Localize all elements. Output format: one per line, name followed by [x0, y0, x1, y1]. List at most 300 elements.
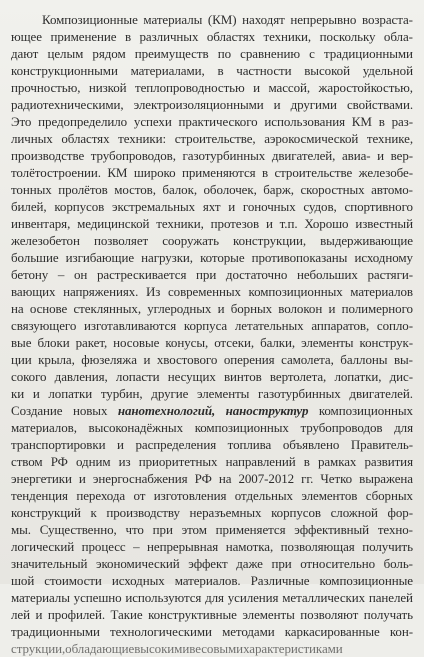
- text-word: (КМ): [207, 12, 237, 27]
- text-word: тенденция: [11, 488, 68, 503]
- text-word: исходных: [111, 573, 165, 588]
- text-word: этом: [181, 522, 207, 537]
- text-word: Из: [145, 284, 161, 299]
- text-word: строительстве: [274, 165, 353, 180]
- text-word: непрерывная: [147, 539, 219, 554]
- text-word: изгибающие: [65, 250, 135, 265]
- text-word: и: [228, 199, 236, 214]
- text-word: –: [57, 267, 65, 282]
- text-word: бетону: [11, 267, 49, 282]
- text-word: позволяет: [93, 233, 149, 248]
- text-word: носовые: [113, 335, 160, 350]
- text-word: областях: [206, 29, 256, 44]
- text-line: [11, 96, 413, 113]
- text-word: одним: [76, 454, 111, 469]
- text-word: которые: [200, 250, 245, 265]
- text-word: энергоснабжения: [92, 471, 188, 486]
- text-word: другими: [290, 97, 337, 112]
- text-line: [11, 232, 413, 249]
- text-word: технике,: [366, 131, 413, 146]
- text-word: и: [253, 80, 260, 95]
- text-word: приоритетных: [138, 454, 218, 469]
- document-text: [11, 11, 413, 656]
- text-line: [11, 215, 413, 232]
- text-word: на: [218, 471, 232, 486]
- text-word: областях: [61, 131, 110, 146]
- text-word: напряжениях.: [63, 284, 139, 299]
- text-word: противопоказаны: [251, 250, 348, 265]
- text-word: летательных: [234, 318, 304, 333]
- text-word: рамках: [317, 454, 357, 469]
- text-word: современных: [167, 284, 241, 299]
- text-line: [11, 521, 413, 538]
- text-word: аппаратов,: [311, 318, 370, 333]
- text-word: материалов,: [11, 420, 77, 435]
- text-word: широко: [133, 165, 176, 180]
- text-line: [11, 640, 413, 656]
- text-line: [11, 334, 413, 351]
- text-line: [11, 45, 413, 62]
- text-word: изготавливаются: [84, 318, 177, 333]
- text-word: позволяющая: [280, 539, 355, 554]
- text-word: вы-: [393, 352, 413, 367]
- text-word: винтов: [223, 369, 262, 384]
- text-word: –: [133, 539, 140, 554]
- text-line: [11, 589, 413, 606]
- text-word: вые: [11, 335, 32, 350]
- text-line: [11, 436, 413, 453]
- text-word: с: [309, 46, 315, 61]
- text-line: [11, 402, 413, 419]
- text-word: высокими: [134, 641, 190, 656]
- text-word: ракет,: [75, 335, 108, 350]
- text-word: конструкций: [11, 505, 81, 520]
- text-line: [11, 470, 413, 487]
- text-word: профилей.: [47, 607, 105, 622]
- text-line: [11, 606, 413, 623]
- text-word: элементы: [242, 607, 295, 622]
- text-word: и: [217, 301, 225, 316]
- text-word: производству: [106, 505, 180, 520]
- text-word: РФ: [194, 471, 212, 486]
- text-word: выражена: [359, 471, 413, 486]
- text-line: [11, 181, 413, 198]
- text-word: материалов.: [174, 573, 241, 588]
- text-line: [11, 351, 413, 368]
- text-word: борных: [230, 301, 273, 316]
- text-line: [11, 487, 413, 504]
- text-word: Хорошо: [304, 216, 349, 231]
- text-word: несущих: [167, 369, 216, 384]
- text-word: КМ: [351, 114, 372, 129]
- text-word: сооружать: [162, 233, 219, 248]
- text-word: Четко: [320, 471, 353, 486]
- text-word: высокой: [304, 63, 350, 78]
- text-word: балки,: [260, 335, 296, 350]
- text-word: оболочек,: [203, 182, 257, 197]
- text-word: радиотехническими,: [11, 97, 124, 112]
- text-word: корпуса: [183, 318, 228, 333]
- text-word: традиционными: [11, 624, 100, 639]
- text-word: материалов: [350, 284, 413, 299]
- text-word: жаростойкостью,: [318, 80, 413, 95]
- text-word: и: [78, 471, 86, 486]
- text-word: трубопроводов,: [90, 148, 176, 163]
- text-word: волокон: [278, 301, 323, 316]
- text-word: самолета,: [281, 352, 334, 367]
- text-word: даже: [236, 556, 263, 571]
- text-word: панелей: [368, 590, 413, 605]
- text-line: [11, 164, 413, 181]
- text-word: процесс: [81, 539, 126, 554]
- text-word: медицинской: [77, 216, 150, 231]
- text-word: получить: [362, 539, 413, 554]
- text-word: используются: [125, 590, 202, 605]
- text-word: яхт: [202, 199, 221, 214]
- text-line: [11, 113, 413, 130]
- text-word: корпусов: [271, 505, 321, 520]
- text-word: двигателей.: [349, 386, 413, 401]
- text-word: двигателей,: [271, 148, 336, 163]
- text-word: усиления: [227, 590, 279, 605]
- text-word: хвостового: [156, 352, 218, 367]
- text-word: что: [125, 522, 144, 537]
- text-word: для: [394, 420, 413, 435]
- text-word: фор-: [387, 505, 413, 520]
- text-word: технологическими: [110, 624, 212, 639]
- emphasized-term: наноструктур: [225, 403, 309, 418]
- text-word: элементы: [301, 335, 354, 350]
- text-word: личных: [11, 131, 53, 146]
- text-word: распределения: [135, 437, 217, 452]
- text-word: при: [152, 522, 173, 537]
- text-word: экстремальных: [112, 199, 196, 214]
- text-line: [11, 623, 413, 640]
- text-word: 2007-2012: [238, 471, 295, 486]
- text-word: применение: [50, 29, 117, 44]
- text-word: логический: [11, 539, 75, 554]
- text-line: [11, 130, 413, 147]
- text-word: отсеки,: [214, 335, 255, 350]
- text-word: вертолета,: [269, 369, 327, 384]
- text-word: металлических: [282, 590, 366, 605]
- text-word: намотка,: [225, 539, 274, 554]
- text-word: газотурбинных: [182, 148, 266, 163]
- text-word: другие: [151, 386, 189, 401]
- text-word: авиа-: [341, 148, 371, 163]
- text-word: газотурбинных: [258, 386, 341, 401]
- text-word: развития: [364, 454, 413, 469]
- text-word: материалы: [143, 12, 203, 27]
- text-word: известный: [355, 216, 413, 231]
- text-word: лопасти: [115, 369, 160, 384]
- text-line: [11, 79, 413, 96]
- text-word: свойствами.: [346, 97, 413, 112]
- text-word: методами: [222, 624, 275, 639]
- text-word: барж,: [263, 182, 294, 197]
- text-word: лопатки,: [334, 369, 382, 384]
- text-word: мы.: [11, 522, 31, 537]
- text-word: т.п.: [279, 216, 298, 231]
- text-word: гг.: [301, 471, 314, 486]
- text-word: сокого: [11, 369, 47, 384]
- text-word: сборных: [365, 488, 413, 503]
- text-word: при: [196, 267, 217, 282]
- text-word: толётостроении.: [11, 165, 101, 180]
- text-word: Правитель-: [350, 437, 413, 452]
- text-word: обла-: [383, 29, 413, 44]
- text-line: [11, 504, 413, 521]
- text-word: нагрузки,: [141, 250, 193, 265]
- text-word: и: [143, 352, 151, 367]
- text-word: Такие: [110, 607, 143, 622]
- text-word: выдерживающие: [320, 233, 413, 248]
- text-word: новых: [72, 403, 108, 418]
- text-word: возраста-: [361, 12, 413, 27]
- text-word: и: [32, 386, 40, 401]
- text-word: балок,: [162, 182, 197, 197]
- text-word: спортивного: [344, 199, 413, 214]
- text-word: для: [205, 590, 224, 605]
- text-word: шой: [11, 573, 35, 588]
- text-word: топлива: [227, 437, 272, 452]
- text-word: прочностью,: [11, 80, 81, 95]
- text-word: пролётов: [58, 182, 108, 197]
- text-word: аэрокосмической: [264, 131, 359, 146]
- text-word: ством: [11, 454, 43, 469]
- text-word: Различные: [250, 573, 310, 588]
- text-line: [11, 385, 413, 402]
- text-word: весовыми: [189, 641, 244, 656]
- text-word: судов,: [303, 199, 337, 214]
- text-word: давления,: [54, 369, 108, 384]
- text-word: композиционных: [194, 420, 289, 435]
- text-word: традиционными: [324, 46, 413, 61]
- text-word: техники,: [156, 216, 204, 231]
- text-word: гоночных: [242, 199, 296, 214]
- text-word: блоки: [37, 335, 70, 350]
- text-line: [11, 147, 413, 164]
- text-word: использования: [264, 114, 345, 129]
- text-word: вающих: [11, 284, 56, 299]
- text-word: конструкции,: [233, 233, 307, 248]
- text-word: массой,: [268, 80, 311, 95]
- text-word: и: [273, 97, 281, 112]
- text-word: конструктивные: [148, 607, 237, 622]
- text-word: техно-: [377, 522, 413, 537]
- text-line: [11, 300, 413, 317]
- text-word: рядом: [92, 46, 126, 61]
- text-word: ции: [11, 352, 32, 367]
- text-word: вер-: [390, 148, 413, 163]
- text-line: [11, 572, 413, 589]
- text-word: при: [271, 556, 292, 571]
- text-word: направлений: [225, 454, 296, 469]
- text-word: успехи: [133, 114, 172, 129]
- text-word: большие: [11, 250, 59, 265]
- text-word: небольших: [296, 267, 358, 282]
- text-word: в: [124, 29, 132, 44]
- text-word: эффективный: [294, 522, 370, 537]
- text-word: объявлено: [282, 437, 340, 452]
- text-line: [11, 419, 413, 436]
- emphasized-term: нанотехнологий,: [117, 403, 216, 418]
- text-line: [11, 453, 413, 470]
- text-word: и: [35, 607, 43, 622]
- text-word: композиционных: [318, 403, 413, 418]
- text-word: полимерного: [341, 301, 413, 316]
- text-word: материалами,: [130, 63, 205, 78]
- text-line: [11, 538, 413, 555]
- text-word: к: [90, 505, 97, 520]
- text-word: струкции,: [11, 641, 66, 656]
- text-line: [11, 62, 413, 79]
- text-word: экономический: [95, 556, 180, 571]
- text-word: производстве: [11, 148, 85, 163]
- text-word: КМ: [107, 165, 128, 180]
- text-word: сложной: [330, 505, 378, 520]
- text-word: и: [328, 301, 336, 316]
- text-word: композиционных: [248, 284, 343, 299]
- text-word: применяются: [181, 165, 256, 180]
- text-word: удельной: [362, 63, 413, 78]
- text-word: связующего: [11, 318, 77, 333]
- text-line: [11, 317, 413, 334]
- text-word: крыла,: [38, 352, 75, 367]
- text-word: углеродных: [147, 301, 212, 316]
- text-word: элементов: [301, 488, 358, 503]
- text-word: боль-: [383, 556, 413, 571]
- text-word: достаточно: [225, 267, 288, 282]
- text-word: эффект: [188, 556, 228, 571]
- text-word: различных: [139, 29, 199, 44]
- text-word: транспортировки: [11, 437, 106, 452]
- text-word: исходному: [354, 250, 413, 265]
- text-word: преимуществ: [134, 46, 209, 61]
- text-word: раз-: [391, 114, 413, 129]
- text-word: дис-: [389, 369, 413, 384]
- text-word: конструкционными: [11, 63, 118, 78]
- text-word: в: [303, 454, 310, 469]
- text-word: ющее: [11, 29, 42, 44]
- text-word: инвентаря,: [11, 216, 71, 231]
- text-word: относительно: [300, 556, 376, 571]
- text-word: и: [265, 216, 273, 231]
- text-line: [11, 249, 413, 266]
- text-word: от: [133, 488, 146, 503]
- text-word: железобе-: [358, 165, 413, 180]
- text-word: непрерывно: [290, 12, 357, 27]
- text-word: элементы: [197, 386, 250, 401]
- text-word: скоростных: [300, 182, 365, 197]
- text-word: и: [117, 437, 124, 452]
- text-word: конусы,: [165, 335, 209, 350]
- text-word: поскольку: [319, 29, 376, 44]
- text-word: обладающие: [65, 641, 135, 656]
- text-word: автомо-: [371, 182, 413, 197]
- text-line: [11, 283, 413, 300]
- text-line: [11, 11, 413, 28]
- text-word: трубопроводов: [300, 420, 383, 435]
- text-word: мостов,: [114, 182, 156, 197]
- text-word: получать: [363, 607, 413, 622]
- text-word: стеклянных,: [73, 301, 142, 316]
- text-word: растрескивается: [96, 267, 187, 282]
- text-word: успешно: [73, 590, 122, 605]
- text-word: отдельных: [234, 488, 293, 503]
- text-word: корпусов: [54, 199, 105, 214]
- text-word: основе: [29, 301, 68, 316]
- text-word: электроизоляционными: [133, 97, 264, 112]
- text-word: и: [377, 148, 385, 163]
- text-word: сопло-: [376, 318, 413, 333]
- text-word: растяги-: [367, 267, 413, 282]
- text-word: материалы: [11, 590, 70, 605]
- text-word: перехода: [76, 488, 126, 503]
- text-word: железобетон: [11, 233, 80, 248]
- text-word: Создание: [11, 403, 63, 418]
- text-word: дают: [11, 46, 39, 61]
- text-word: высоконадёжных: [88, 420, 184, 435]
- text-word: строительстве,: [174, 131, 256, 146]
- text-word: теплопроводностью: [135, 80, 245, 95]
- text-word: изготовления: [153, 488, 227, 503]
- text-word: техники,: [263, 29, 312, 44]
- text-word: Это: [11, 114, 32, 129]
- text-word: композиционные: [319, 573, 413, 588]
- text-word: предопределило: [38, 114, 128, 129]
- text-word: техники:: [118, 131, 167, 146]
- text-word: турбин,: [100, 386, 143, 401]
- text-word: стоимости: [44, 573, 102, 588]
- text-word: характеристиками: [243, 641, 343, 656]
- text-line: [11, 198, 413, 215]
- text-word: протезов: [210, 216, 260, 231]
- text-word: на: [11, 301, 24, 316]
- text-word: энергетики: [11, 471, 72, 486]
- text-word: конструк-: [359, 335, 413, 350]
- text-word: фюзеляжа: [81, 352, 137, 367]
- text-word: частности: [236, 63, 292, 78]
- text-word: лопатки: [48, 386, 93, 401]
- text-word: Существенно,: [39, 522, 117, 537]
- text-word: в: [261, 165, 269, 180]
- text-line: [11, 555, 413, 572]
- text-word: кон-: [389, 624, 413, 639]
- text-word: билей,: [11, 199, 47, 214]
- text-line: [11, 368, 413, 385]
- text-word: лей: [11, 607, 30, 622]
- text-word: в: [217, 63, 224, 78]
- text-word: он: [73, 267, 88, 282]
- text-word: по: [217, 46, 231, 61]
- text-word: значительный: [11, 556, 88, 571]
- text-word: в: [378, 114, 385, 129]
- text-word: целым: [47, 46, 84, 61]
- text-word: применяется: [215, 522, 286, 537]
- text-word: находят: [242, 12, 285, 27]
- text-word: каркасированные: [284, 624, 380, 639]
- text-word: баллоны: [340, 352, 388, 367]
- text-word: РФ: [50, 454, 68, 469]
- text-line: [11, 266, 413, 283]
- text-word: сравнению: [240, 46, 300, 61]
- text-word: тонных: [11, 182, 52, 197]
- text-word: неразъемных: [189, 505, 262, 520]
- text-word: из: [118, 454, 131, 469]
- text-line: [11, 28, 413, 45]
- text-word: оперения: [223, 352, 275, 367]
